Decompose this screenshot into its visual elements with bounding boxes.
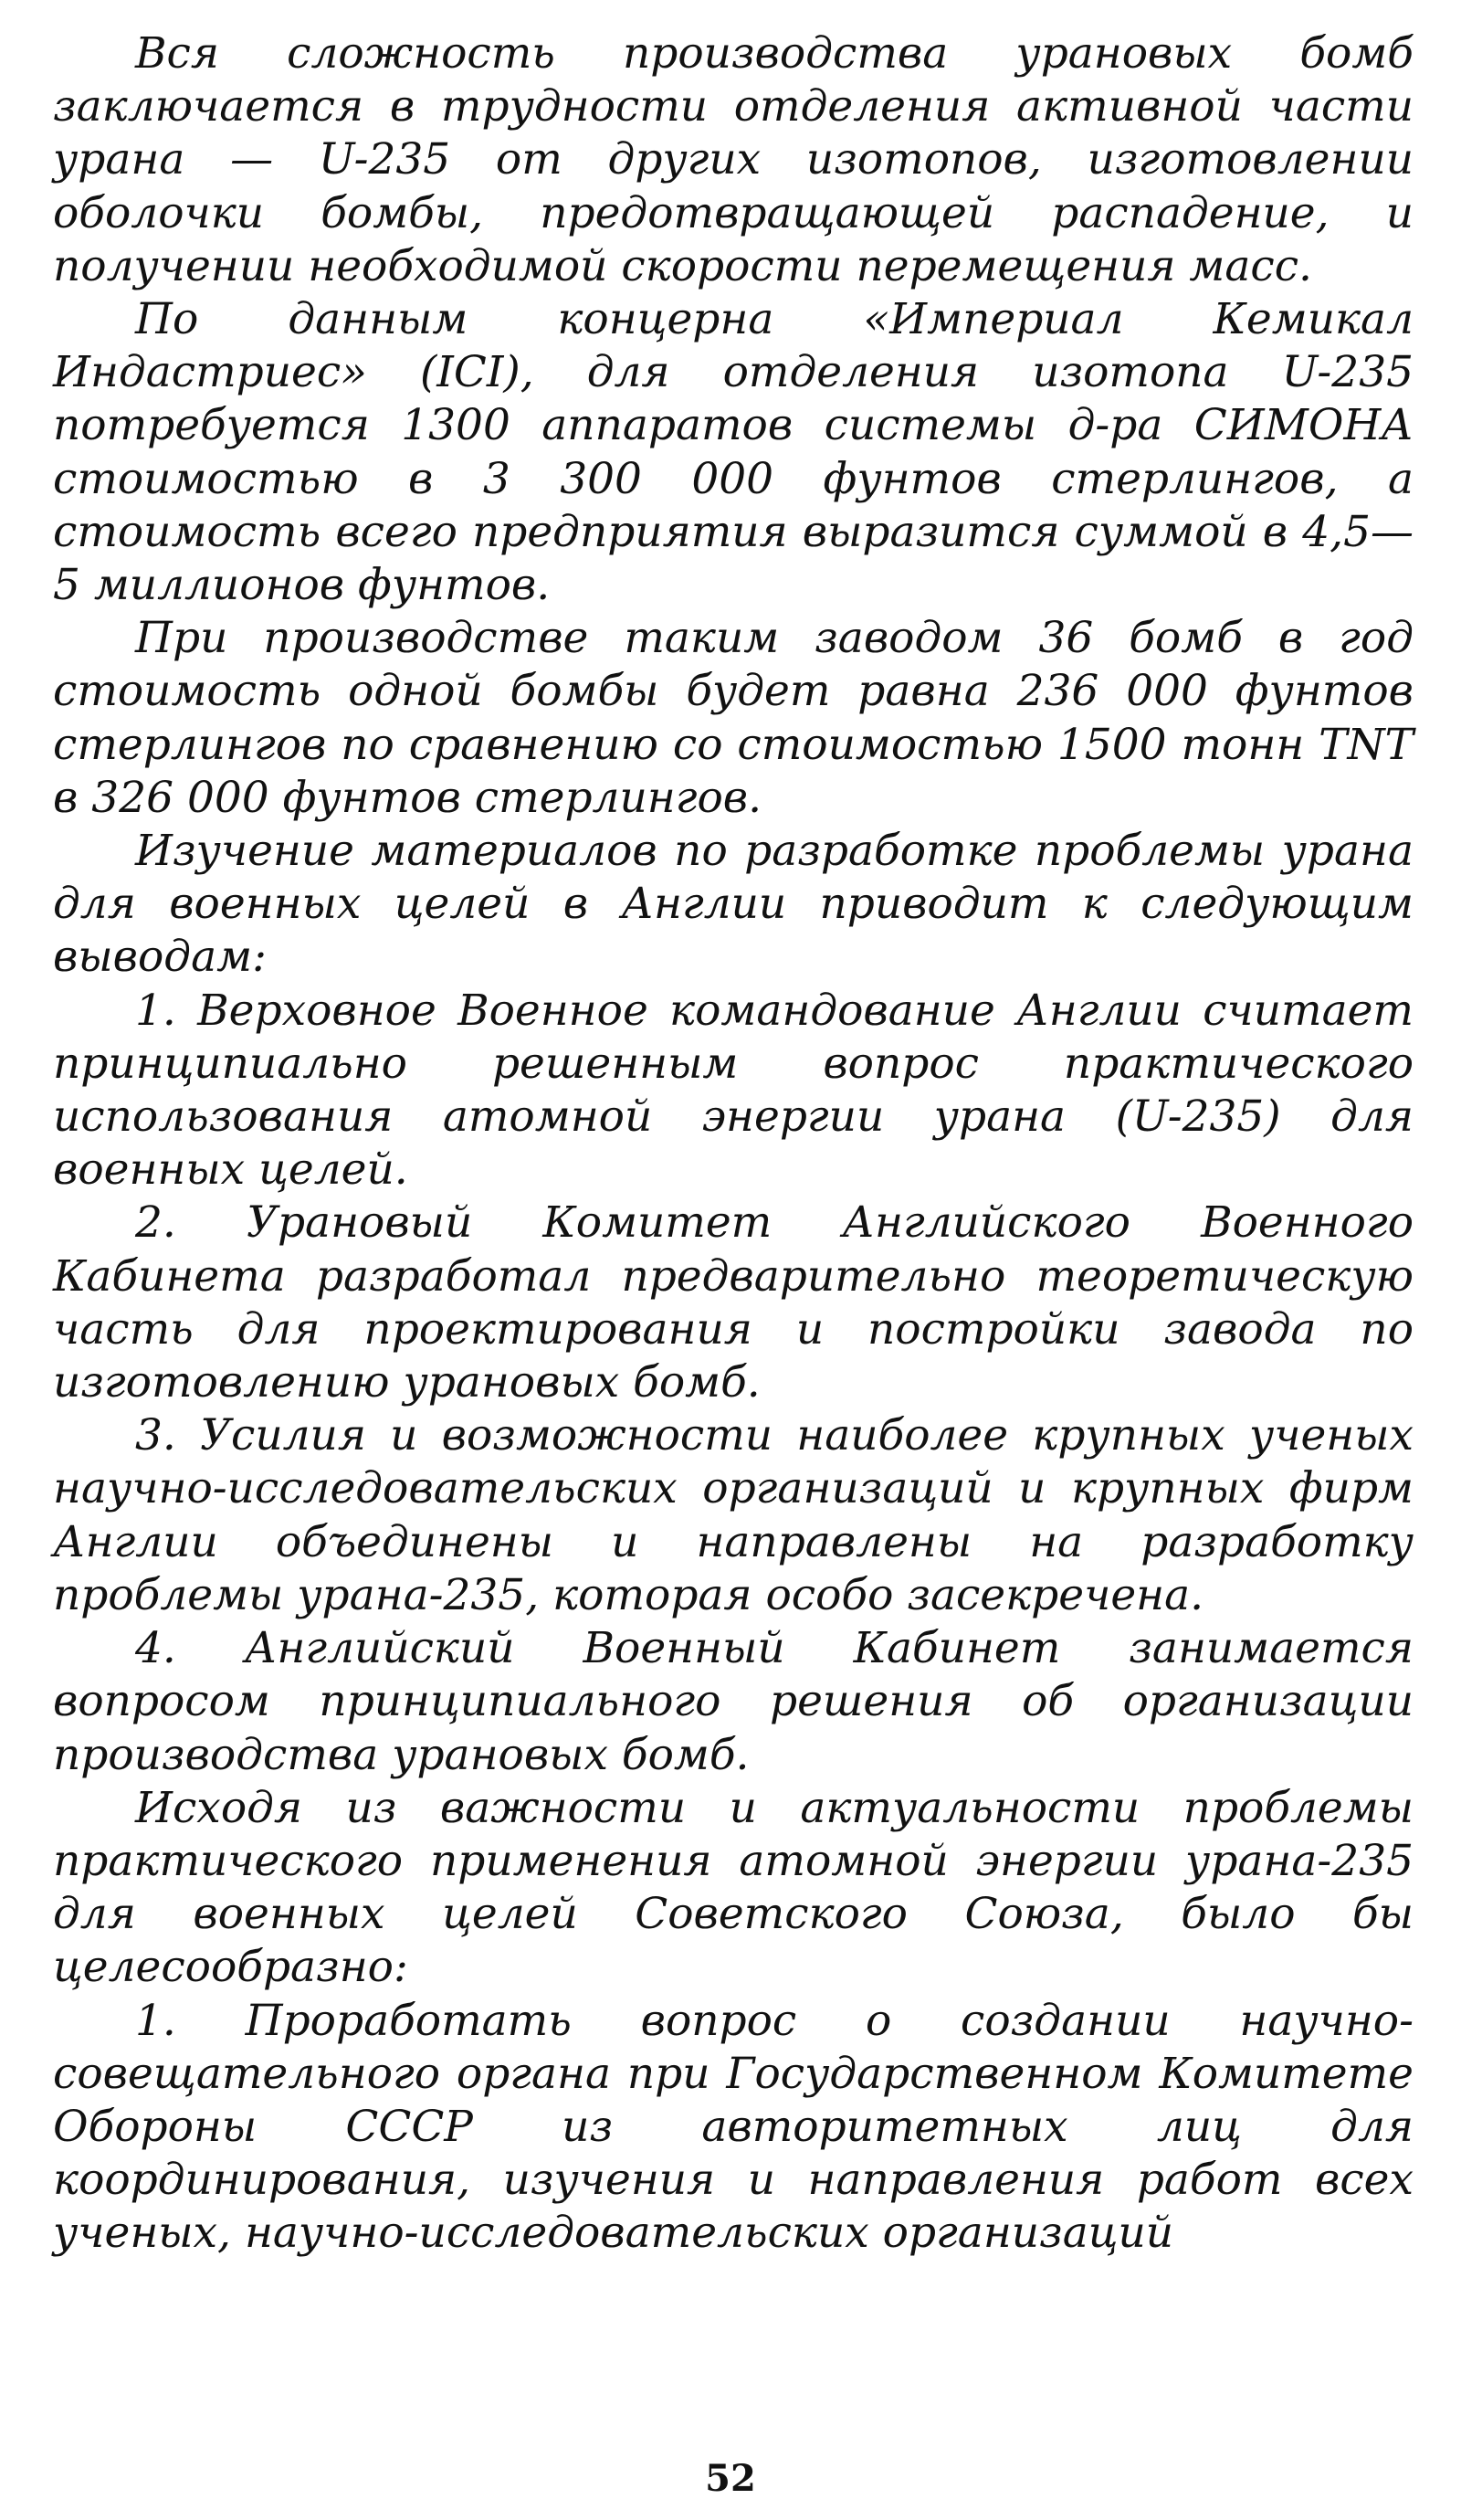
list-item-recommendation-1: 1. Проработать вопрос о создании научно-совещательного органа при Государственном Комитете Обороны СССР из авторитетных лиц для координирования, изучения и направления работ всех ученых, научно-исследовательских организаций <box>53 1995 1414 2259</box>
paragraph-recommendations-intro: Исходя из важности и актуальности проблемы практического применения атомной энергии урана-235 для военных целей Советского Союза, было бы целесообразно: <box>53 1782 1414 1993</box>
list-item-conclusion-1: 1. Верховное Военное командование Англии считает принципиально решенным вопрос практического использования атомной энергии урана (U-235) для военных целей. <box>53 985 1414 1196</box>
page-number: 52 <box>705 2457 756 2500</box>
paragraph-conclusions-intro: Изучение материалов по разработке проблемы урана для военных целей в Англии приводит к следующим выводам: <box>53 826 1414 983</box>
list-item-conclusion-3: 3. Усилия и возможности наиболее крупных ученых научно-исследовательских организаций и крупных фирм Англии объединены и направлены на разработку проблемы урана-235, которая особо засекречена. <box>53 1410 1414 1620</box>
body-text <box>53 27 1414 2261</box>
paragraph-bomb-cost: При производстве таким заводом 36 бомб в год стоимость одной бомбы будет равна 236 000 фунтов стерлингов по сравнению со стоимостью 1500 тонн TNT в 326 000 фунтов стерлингов. <box>53 613 1414 823</box>
list-item-conclusion-2: 2. Урановый Комитет Английского Военного Кабинета разработал предварительно теоретическую часть для проектирования и постройки завода по изготовлению урановых бомб. <box>53 1197 1414 1408</box>
list-item-conclusion-4: 4. Английский Военный Кабинет занимается вопросом принципиального решения об организации производства урановых бомб. <box>53 1623 1414 1780</box>
paragraph-uranium-complexity: Вся сложность производства урановых бомб заключается в трудности отделения активной части урана — U-235 от других изотопов, изготовлении оболочки бомбы, предотвращающей распадение, и получении необходимой скорости перемещения масс. <box>53 28 1414 291</box>
paragraph-ici-data: По данным концерна «Империал Кемикал Индастриес» (ICI), для отделения изотопа U-235 потребуется 1300 аппаратов системы д-ра СИМОНА стоимостью в 3 300 000 фунтов стерлингов, а стоимость всего предприятия выразится суммой в 4,5—5 миллионов фунтов. <box>53 294 1414 611</box>
